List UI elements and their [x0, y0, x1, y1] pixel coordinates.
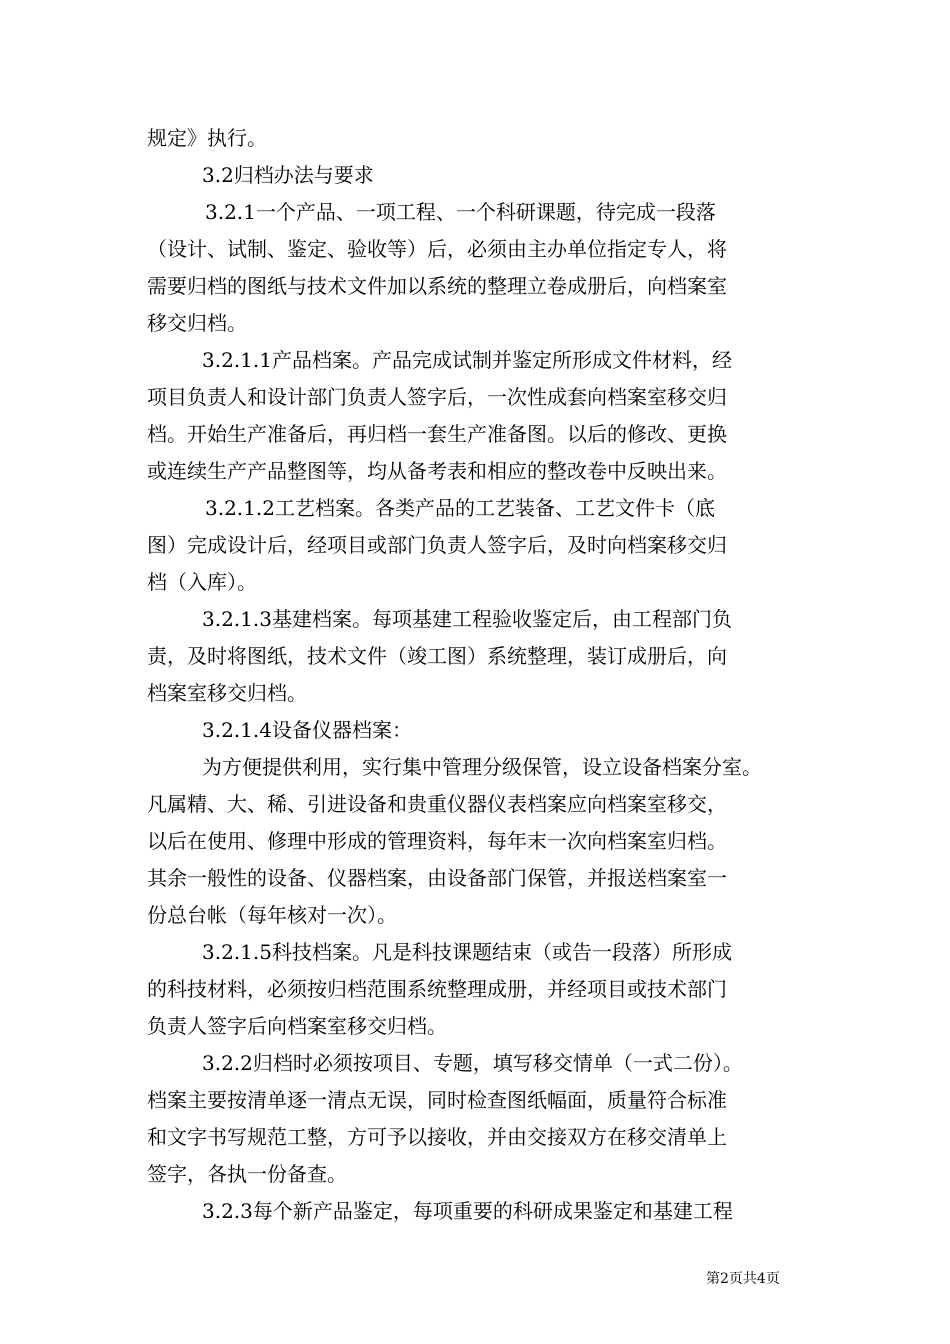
- page-number: 第2页共4页: [706, 1271, 780, 1287]
- text-line: 份总台帐（每年核对一次）。: [147, 903, 397, 927]
- text-line: 规定》执行。: [147, 126, 267, 150]
- text-line: 3.2.1.5科技档案。凡是科技课题结束（或告一段落）所形成: [202, 940, 732, 964]
- text-line: 签字，各执一份备查。: [147, 1162, 347, 1186]
- text-line: 图）完成设计后，经项目或部门负责人签字后，及时向档案移交归: [147, 533, 727, 557]
- text-line: 责，及时将图纸，技术文件（竣工图）系统整理，装订成册后，向: [147, 644, 727, 668]
- text-line: 3.2.3每个新产品鉴定，每项重要的科研成果鉴定和基建工程: [202, 1199, 733, 1223]
- text-line: 3.2.2归档时必须按项目、专题，填写移交情单（一式二份）。: [202, 1051, 743, 1075]
- text-line: 3.2.1.1产品档案。产品完成试制并鉴定所形成文件材料，经: [202, 348, 732, 372]
- text-line: 档案主要按清单逐一清点无误，同时检查图纸幅面，质量符合标准: [147, 1088, 727, 1112]
- text-line: 或连续生产产品整图等，均从备考表和相应的整改卷中反映出来。: [147, 459, 727, 483]
- text-line: 3.2.1.4设备仪器档案：: [202, 718, 412, 742]
- text-line: 3.2.1一个产品、一项工程、一个科研课题，待完成一段落: [205, 200, 716, 224]
- text-line: 档（入库）。: [147, 570, 257, 594]
- text-line: 其余一般性的设备、仪器档案，由设备部门保管，并报送档案室一: [147, 866, 727, 890]
- text-line: 负责人签字后向档案室移交归档。: [147, 1014, 447, 1038]
- section-heading: 3.2归档办法与要求: [202, 163, 374, 187]
- text-line: 和文字书写规范工整，方可予以接收，并由交接双方在移交清单上: [147, 1125, 727, 1149]
- text-line: 档案室移交归档。: [147, 681, 307, 705]
- text-line: （设计、试制、鉴定、验收等）后，必须由主办单位指定专人，将: [147, 237, 727, 261]
- text-line: 凡属精、大、稀、引进设备和贵重仪器仪表档案应向档案室移交，: [147, 792, 727, 816]
- text-line: 移交归档。: [147, 311, 247, 335]
- text-line: 为方便提供利用，实行集中管理分级保管，设立设备档案分室。: [202, 755, 762, 779]
- text-line: 3.2.1.2工艺档案。各类产品的工艺装备、工艺文件卡（底: [205, 496, 715, 520]
- text-line: 项目负责人和设计部门负责人签字后，一次性成套向档案室移交归: [147, 385, 727, 409]
- text-line: 档。开始生产准备后，再归档一套生产准备图。以后的修改、更换: [147, 422, 727, 446]
- text-line: 需要归档的图纸与技术文件加以系统的整理立卷成册后，向档案室: [147, 274, 727, 298]
- text-line: 以后在使用、修理中形成的管理资料，每年末一次向档案室归档。: [147, 829, 727, 853]
- text-line: 的科技材料，必须按归档范围系统整理成册，并经项目或技术部门: [147, 977, 727, 1001]
- text-line: 3.2.1.3基建档案。每项基建工程验收鉴定后，由工程部门负: [202, 607, 732, 631]
